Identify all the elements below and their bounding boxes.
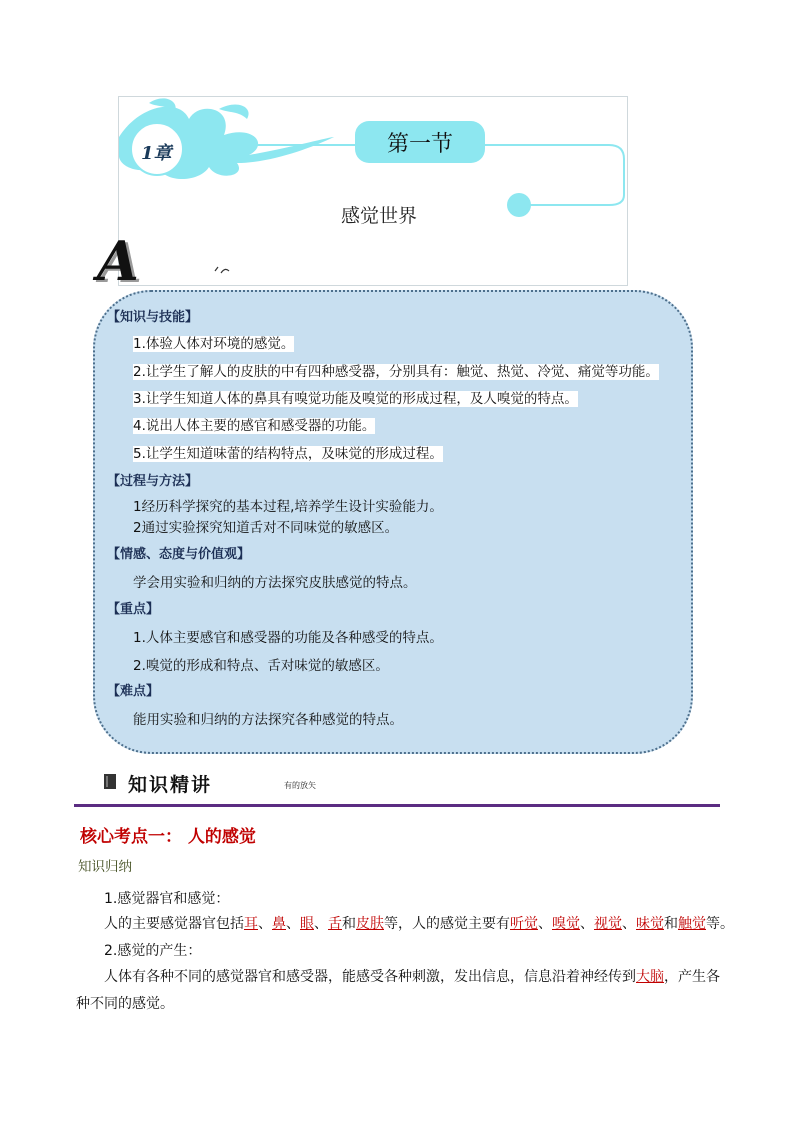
objective-item: 能用实验和归纳的方法探究各种感觉的特点。 [133,712,403,728]
difficult-points-heading: 【难点】 [107,684,160,699]
objective-item: 3.让学生知道人体的鼻具有嗅觉功能及嗅觉的形成过程，及人嗅觉的特点。 [133,391,578,407]
book-icon [104,774,118,790]
objective-item: 1经历科学探究的基本过程,培养学生设计实验能力。 [133,499,443,515]
paragraph-sensation-origin: 人体有各种不同的感觉器官和感受器，能感受各种刺激，发出信息，信息沿着神经传到大脑，产生各 [104,969,720,985]
paragraph-sensation-origin-cont: 种不同的感觉。 [76,996,174,1012]
chapter-header [97,96,628,293]
objective-item: 4.说出人体主要的感官和感受器的功能。 [133,418,376,434]
decorative-letter: A [97,229,139,293]
process-methods-heading: 【过程与方法】 [107,474,199,489]
core-point-title: 核心考点一： 人的感觉 [80,827,256,847]
paragraph-heading: 1.感觉器官和感觉： [104,891,230,907]
objective-item: 1.体验人体对环境的感觉。 [133,336,295,352]
learning-objectives-box [93,290,693,754]
section-title: 感觉世界 [341,205,418,227]
objective-item: 5.让学生知道味蕾的结构特点，及味觉的形成过程。 [133,446,443,462]
objective-item: 学会用实验和归纳的方法探究皮肤感觉的特点。 [133,575,417,591]
paragraph-sense-organs: 人的主要感觉器官包括耳、鼻、眼、舌和皮肤等，人的感觉主要有听觉、嗅觉、视觉、味觉和触觉等。 [104,916,734,932]
chapter-number: 1章 [141,143,172,164]
knowledge-section-title: 知识精讲 [128,774,213,796]
key-points-heading: 【重点】 [107,602,160,617]
objective-item: 2.嗅觉的形成和特点、舌对味觉的敏感区。 [133,658,389,674]
summary-label: 知识归纳 [78,859,132,875]
objective-item: 2.让学生了解人的皮肤的中有四种感受器，分别具有：触觉、热觉、冷觉、痛觉等功能。 [133,364,659,380]
objective-item: 2通过实验探究知道舌对不同味觉的敏感区。 [133,520,399,536]
attitude-values-heading: 【情感、态度与价值观】 [107,547,251,562]
paragraph-heading: 2.感觉的产生： [104,943,202,959]
section-divider [74,804,720,807]
objective-item: 1.人体主要感官和感受器的功能及各种感受的特点。 [133,630,443,646]
section-label: 第一节 [355,121,485,163]
knowledge-section-note: 有的放矢 [284,781,316,790]
knowledge-skills-heading: 【知识与技能】 [107,310,199,325]
